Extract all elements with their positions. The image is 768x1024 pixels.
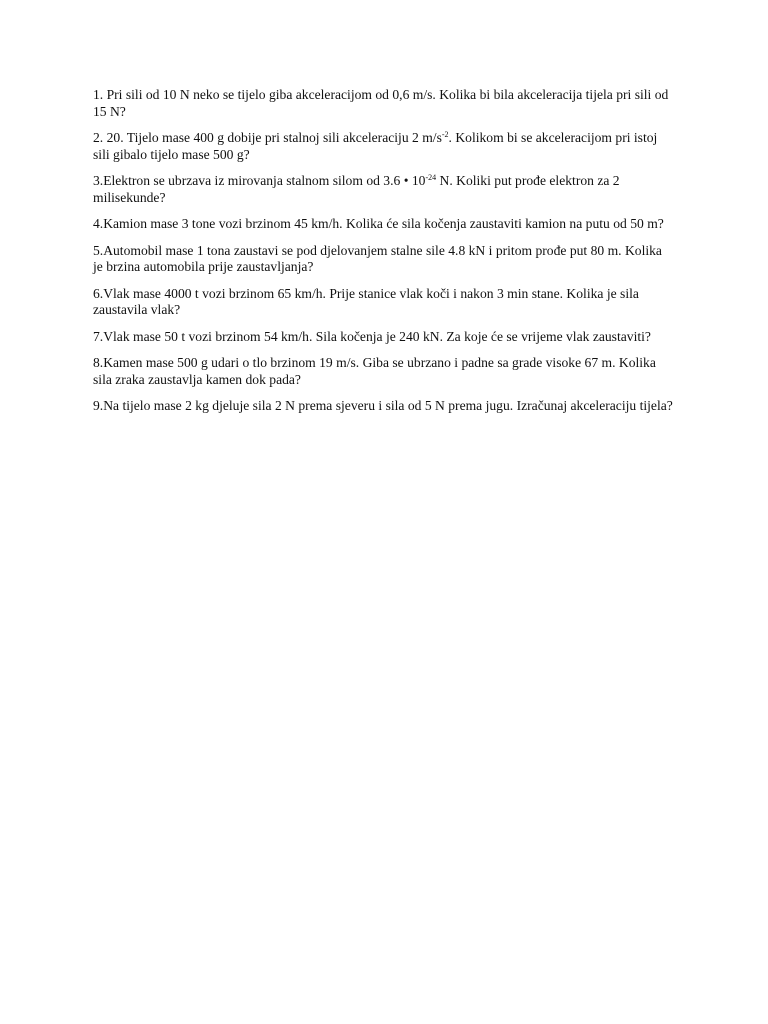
problem-text: 4.Kamion mase 3 tone vozi brzinom 45 km/h. Kolika će sila kočenja zaustaviti kamion na putu od 50 m?: [93, 216, 664, 231]
exponent: -2: [441, 130, 449, 139]
problem-list: [93, 87, 673, 425]
problem-text: 8.Kamen mase 500 g udari o tlo brzinom 19 m/s. Giba se ubrzano i padne sa grade visoke 67 m. Kolika sila zraka zaustavlja kamen dok pada?: [93, 355, 656, 387]
problem-3: [93, 173, 673, 206]
problem-text: 9.Na tijelo mase 2 kg djeluje sila 2 N prema sjeveru i sila od 5 N prema jugu. Izračunaj akceleraciju tijela?: [93, 398, 673, 413]
problem-1: [93, 87, 673, 120]
problem-text: 7.Vlak mase 50 t vozi brzinom 54 km/h. Sila kočenja je 240 kN. Za koje će se vrijeme vlak zaustaviti?: [93, 328, 651, 344]
problem-text: 6.Vlak mase 4000 t vozi brzinom 65 km/h. Prije stanice vlak koči i nakon 3 min stane. Kolika je sila zaustavila vlak?: [93, 285, 639, 317]
problem-text: 3.Elektron se ubrzava iz mirovanja stalnom silom od 3.6 • 10: [93, 173, 426, 188]
problem-text-cont: N. Koliki put prođe elektron za 2 milisekunde?: [93, 173, 620, 205]
problem-6: [93, 286, 673, 319]
problem-text: 1. Pri sili od 10 N neko se tijelo giba akceleracijom od 0,6 m/s. Kolika bi bila akceleracija tijela pri sili od 15 N?: [93, 87, 669, 119]
problem-text: 5.Automobil mase 1 tona zaustavi se pod djelovanjem stalne sile 4.8 kN i pritom prođe put 80 m. Kolika je brzina automobila prije zaustavljanja?: [93, 242, 662, 274]
problem-8: [93, 355, 673, 388]
problem-4: [93, 216, 673, 233]
exponent: -24: [425, 173, 437, 182]
problem-9: [93, 398, 673, 415]
problem-text: 2. 20. Tijelo mase 400 g dobije pri stalnoj sili akceleraciju 2 m/s: [93, 130, 442, 145]
problem-5: [93, 243, 673, 276]
problem-7: [93, 329, 673, 346]
problem-2: [93, 130, 673, 163]
problem-text-cont: . Kolikom bi se akceleracijom pri istoj sili gibalo tijelo mase 500 g?: [93, 130, 658, 162]
